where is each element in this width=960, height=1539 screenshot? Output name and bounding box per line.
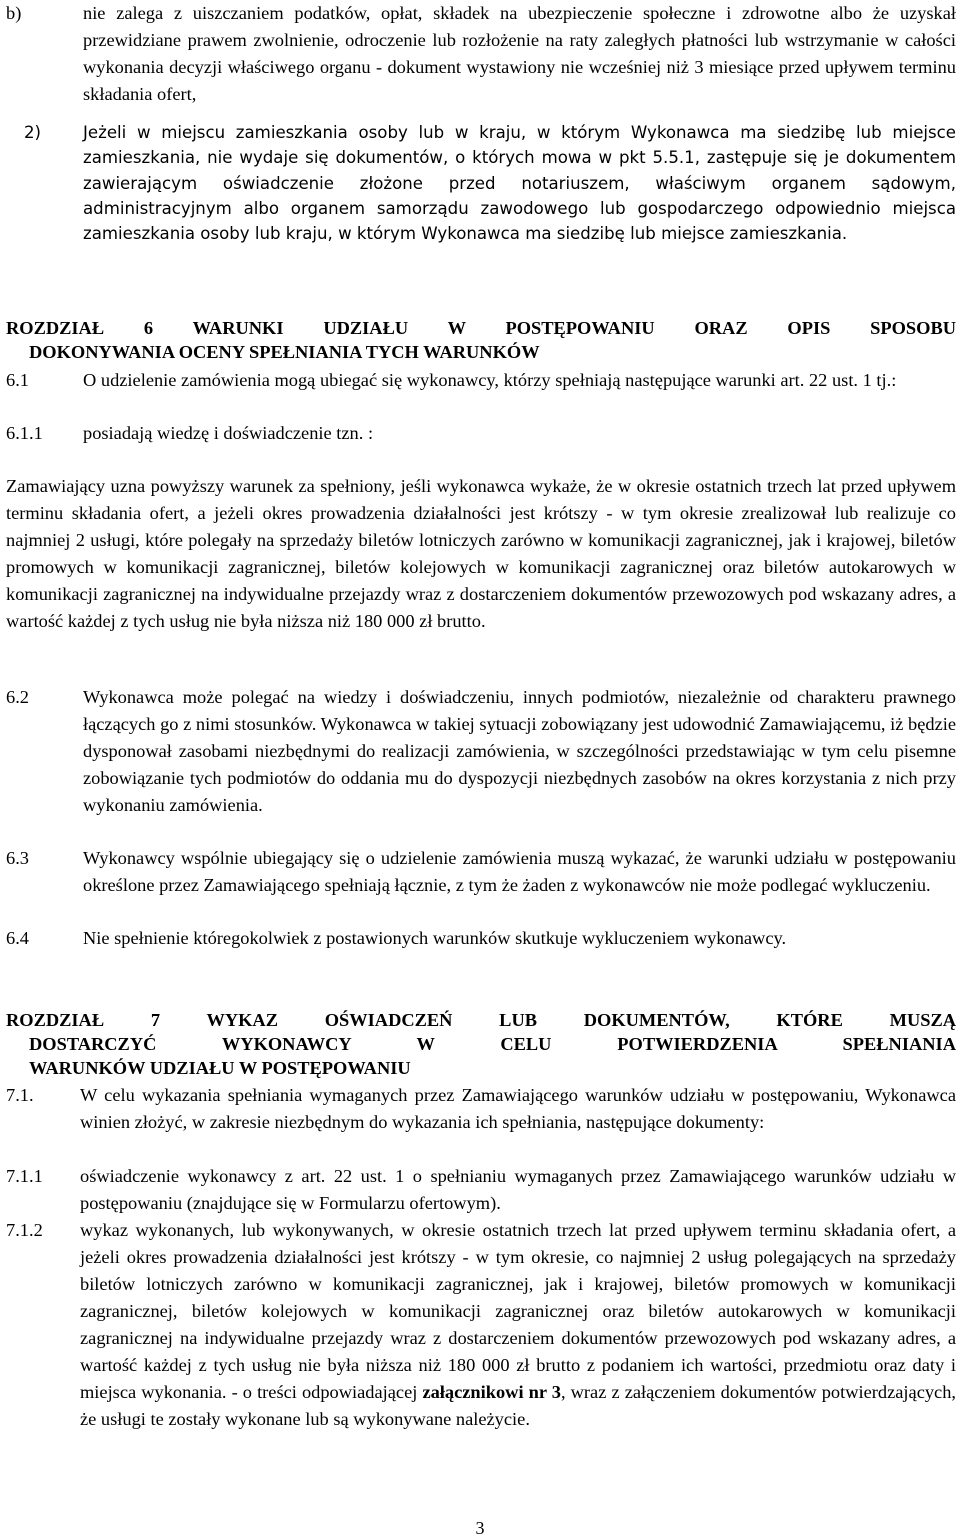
section-6-4-text: Nie spełnienie któregokolwiek z postawionych warunków skutkuje wykluczeniem wykonawcy. [83, 928, 787, 948]
attachment-reference: załącznikowi nr 3 [422, 1382, 561, 1402]
chapter-7-heading-line2: DOSTARCZYĆ WYKONAWCY W CELU POTWIERDZENIA SPEŁNIANIA [29, 1034, 956, 1054]
chapter-6-heading-line2: DOKONYWANIA OCENY SPEŁNIANIA TYCH WARUNKÓW [29, 342, 540, 362]
section-7-1-2-text-a: wykaz wykonanych, lub wykonywanych, w okresie ostatnich trzech lat przed upływem terminu składania ofert, a jeżeli okres prowadzenia działalności jest krótszy - w tym okresie, co najmniej 2 usług polegających na sprzedaży biletów lotniczych zarówno w komunikacji zagranicznej, jak i krajowej, biletów promowych w komunikacji zagranicznej, biletów kolejowych w komunikacji zagranicznej oraz biletów autokarowych w komunikacji zagranicznej na indywidualne przejazdy wraz z dostarczeniem dokumentów przewozowych pod wskazany adres, a wartość każdej z tych usług nie była niższa niż 180 000 zł brutto z podaniem ich wartości, przedmiotu oraz daty i miejsca wykonania. - o treści odpowiadającej [80, 1220, 956, 1402]
section-6-1-1 [6, 420, 956, 447]
section-6-1-number: 6.1 [6, 370, 29, 390]
section-7-1 [6, 1082, 956, 1136]
section-7-1-1 [6, 1163, 956, 1217]
section-7-1-2 [6, 1217, 956, 1433]
chapter-7-heading [6, 1008, 956, 1080]
section-7-1-text: W celu wykazania spełniania wymaganych przez Zamawiającego warunków udziału w postępowaniu, Wykonawca winien złożyć, w zakresie niezbędnym do wykazania ich spełniania, następujące dokumenty: [80, 1085, 956, 1132]
section-6-1 [6, 368, 956, 393]
condition-paragraph: Zamawiający uzna powyższy warunek za spełniony, jeśli wykonawca wykaże, że w okresie ostatnich trzech lat przed upływem terminu składania ofert, a jeżeli okres prowadzenia działalności jest krótszy - w tym okresie zrealizował lub realizuje co najmniej 2 usługi, które polegały na sprzedaży biletów lotniczych zarówno w komunikacji zagranicznej, jak i krajowej, biletów promowych w komunikacji zagranicznej, biletów kolejowych w komunikacji zagranicznej oraz biletów autokarowych w komunikacji zagranicznej na indywidualne przejazdy wraz z dostarczeniem dokumentów przewozowych pod wskazany adres, a wartość każdej z tych usług nie była niższa niż 180 000 zł brutto. [6, 476, 956, 631]
section-7-1-2-text [80, 1217, 956, 1433]
section-7-1-1-number: 7.1.1 [6, 1166, 43, 1186]
chapter-7-heading-line3: WARUNKÓW UDZIAŁU W POSTĘPOWANIU [29, 1058, 411, 1078]
section-7-1-2-text-b: , wraz z załączeniem dokumentów potwierdzających, że usługi te zostały wykonane lub są wykonywane należycie. [80, 1382, 957, 1429]
item-b [6, 0, 956, 108]
item-b-text: nie zalega z uiszczaniem podatków, opłat, składek na ubezpieczenie społeczne i zdrowotne albo że uzyskał przewidziane prawem zwolnienie, odroczenie lub rozłożenie na raty zaległych płatności lub wstrzymanie w całości wykonania decyzji właściwego organu - dokument wystawiony nie wcześniej niż 3 miesiące przed upływem terminu składania ofert, [83, 3, 956, 104]
section-6-2 [6, 684, 956, 819]
page-number: 3 [475, 1518, 485, 1538]
chapter-7-heading-line1: ROZDZIAŁ 7 WYKAZ OŚWIADCZEŃ LUB DOKUMENTÓW, KTÓRE MUSZĄ [6, 1010, 956, 1030]
item-2-text: Jeżeli w miejscu zamieszkania osoby lub w kraju, w którym Wykonawca ma siedzibę lub miejsce zamieszkania, nie wydaje się dokumentów, o których mowa w pkt 5.5.1, zastępuje się je dokumentem zawierającym oświadczenie złożone przed notariuszem, właściwym organem sądowym, administracyjnym albo organem samorządu zawodowego lub gospodarczego odpowiednio miejsca zamieszkania osoby lub kraju, w którym Wykonawca ma siedzibę lub miejsce zamieszkania. [83, 123, 956, 244]
section-6-4 [6, 925, 956, 952]
section-7-1-1-text: oświadczenie wykonawcy z art. 22 ust. 1 o spełnianiu wymaganych przez Zamawiającego warunków udziału w postępowaniu (znajdujące się w Formularzu ofertowym). [80, 1166, 956, 1213]
section-6-2-text: Wykonawca może polegać na wiedzy i doświadczeniu, innych podmiotów, niezależnie od charakteru prawnego łączących go z nimi stosunków. Wykonawca w takiej sytuacji zobowiązany jest udowodnić Zamawiającemu, iż będzie dysponował zasobami niezbędnymi do realizacji zamówienia, w szczególności przedstawiając w tym celu pisemne zobowiązanie tych podmiotów do oddania mu do dyspozycji niezbędnych zasobów na okres korzystania z nich przy wykonaniu zamówienia. [83, 687, 956, 815]
item-b-label: b) [6, 3, 22, 23]
section-6-1-text: O udzielenie zamówienia mogą ubiegać się wykonawcy, którzy spełniają następujące warunki art. 22 ust. 1 tj.: [83, 370, 897, 390]
chapter-6-heading-line1: ROZDZIAŁ 6 WARUNKI UDZIAŁU W POSTĘPOWANIU ORAZ OPIS SPOSOBU [6, 318, 956, 338]
section-6-3-text: Wykonawcy wspólnie ubiegający się o udzielenie zamówienia muszą wykazać, że warunki udziału w postępowaniu określone przez Zamawiającego spełniają łącznie, z tym że żaden z wykonawców nie może podlegać wykluczeniu. [83, 848, 956, 895]
section-7-1-2-number: 7.1.2 [6, 1220, 43, 1240]
section-7-1-number: 7.1. [6, 1085, 34, 1105]
section-6-1-1-text: posiadają wiedzę i doświadczenie tzn. : [83, 423, 374, 443]
section-6-3-number: 6.3 [6, 848, 29, 868]
item-2 [6, 120, 956, 246]
item-2-label: 2) [24, 123, 42, 142]
chapter-6-heading [6, 316, 956, 364]
section-6-1-1-number: 6.1.1 [6, 423, 43, 443]
section-6-2-number: 6.2 [6, 687, 29, 707]
section-6-3 [6, 845, 956, 899]
section-6-4-number: 6.4 [6, 928, 29, 948]
